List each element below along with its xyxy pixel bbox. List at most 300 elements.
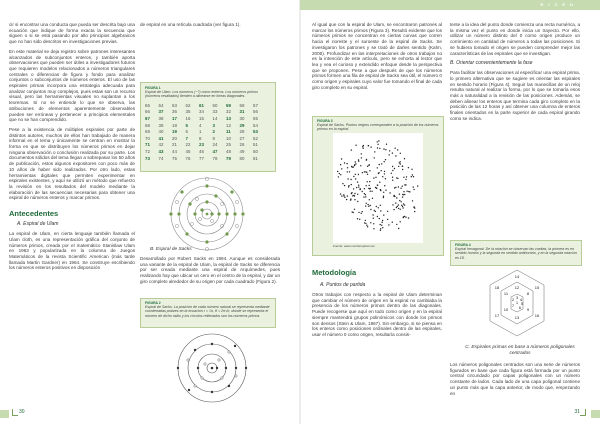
hex-number: 12	[514, 285, 520, 290]
prime-dot	[413, 189, 414, 190]
ulam-cell: 75	[172, 155, 177, 161]
ulam-cell: 72	[145, 148, 150, 154]
prime-dot	[402, 165, 403, 166]
figure-ulam-spiral	[140, 82, 276, 172]
prime-dot	[375, 177, 376, 178]
hex-number: 14	[514, 274, 520, 279]
page-number-right: 31	[574, 409, 580, 415]
ulam-cell: 29	[239, 122, 245, 128]
prime-dot	[408, 217, 409, 218]
right-column-2-lower	[450, 362, 580, 400]
prime-dot	[392, 180, 393, 181]
ulam-cell: 12	[226, 122, 231, 128]
paragraph: cir si encontrar una conducta que pueda ser descrita bajo una ecuación que indique de forma exacta la secuencia que siguen o si se está pasando por alto principios algebraicos que no han sido descritos en investigaciones previas.	[9, 22, 135, 45]
prime-dot	[365, 194, 366, 195]
prime-dot	[400, 161, 401, 162]
prime-dot	[350, 199, 351, 200]
hex-number: 4	[519, 297, 523, 302]
ulam-cell: 73	[145, 155, 150, 161]
figure-label: FIGURA 4	[455, 243, 471, 247]
ulam-number-grid	[145, 103, 271, 161]
paragraph: La espiral de Ulam, en cierta lenguaje también llamada el Ulam cloth, es una representación gráfica del conjunto de números primos, creada por el matemático Stanislaw Ulam en 1963 y popularizada en la columna de Juegos Matemáticos de la revista Scientific American (más tarde llamada Martin Gardner) en 1964. Se construye escribiendo los números enteros positivos en disposición	[9, 231, 135, 271]
paragraph: de espiral en una retícula cuadrada (ver figura 1).	[140, 22, 241, 27]
hex-number: 16	[534, 313, 540, 318]
paragraph: Otros trabajos con respecto a la espiral de Ulam determinan que cambiar el número de origen en la espiral no cambiaba la presencia de los números primos dentro de las diagonales. Puede recogerse que aquí en todo como origen y en la espiral siempre mantendrá grupos polinómicos con donde los primos son densos (Stein & Ulam, 1967). Sin embargo, si se piensa en los enteros como posiciones ordinales dentro de las espirales, usar el número 0 como origen, resultaría consis-	[312, 292, 442, 337]
ulam-cell: 68	[145, 122, 150, 128]
paragraph: Al igual que con la espiral de Ulam, se encontraron patrones al marcar los números primos (Figura 3). Resultó evidente que los números primos se concentran en ciertas curvas que corren hacia el noreste y el suroeste de la espiral de Sacks. Se investigaron los patrones y se trató de darles sentido (Kahn, 2006). Profundizar en las interpretaciones de otros trabajos no es la intención de este artículo, pero se exhorta al lector que lea y vea el curioso y extendido enfoque desde la perspectiva que se proponen. Pese a que después de que los números primos formen una fila de espiral de Sacks sea útil, el número 0 como origen y espirales cuyo valor fue tomando el final de cada giro completo en su espiral.	[312, 22, 442, 90]
prime-dot	[408, 191, 409, 192]
prime-dot	[374, 210, 375, 211]
prime-dot	[395, 148, 396, 149]
prime-dot	[349, 171, 350, 172]
prime-dot	[348, 186, 349, 187]
right-column-2	[450, 22, 580, 126]
prime-dot	[351, 149, 352, 150]
ulam-cell: 53	[253, 129, 258, 135]
prime-dot	[381, 222, 382, 223]
prime-dot	[366, 225, 367, 226]
prime-dot	[383, 196, 384, 197]
prime-dot	[392, 222, 393, 223]
prime-dot	[371, 191, 372, 192]
hexagonal-spiral-diagram	[480, 266, 554, 340]
paragraph: Para facilitar las observaciones al especificar una espiral prima, lo primero alternativa que se sugiere es orientar las espirales en sentido horario (Figura 4). Seguir las manecillas de un reloj resulta natural al realizar la forma, por lo que se tomaría esos más a naturalidad a la revisión de las posiciones. Además, se deben alinear los enteros que termina cada giro completo en la posición de las 12 horas y así obtener una columna de enteros finales orientados en la parte superior de cada espiral girando como se indica.	[450, 70, 580, 121]
prime-dot	[342, 183, 343, 184]
prime-dot	[400, 209, 401, 210]
left-column-1	[9, 22, 135, 275]
prime-dot	[372, 214, 373, 215]
prime-dot	[394, 187, 395, 188]
prime-dot	[394, 168, 395, 169]
prime-dot	[366, 159, 367, 160]
prime-dot	[378, 172, 379, 173]
prime-dot	[389, 150, 390, 151]
prime-dot	[402, 169, 403, 170]
ulam-cell: 39	[158, 122, 164, 128]
hex-number: 13	[514, 315, 520, 320]
figure-hexagonal-caption-box	[450, 240, 582, 266]
prime-dot	[404, 204, 405, 205]
prime-dot	[367, 204, 368, 205]
prime-dot	[403, 203, 404, 204]
prime-dot	[374, 157, 375, 158]
prime-dot	[364, 188, 365, 189]
prime-dot	[399, 194, 400, 195]
prime-dot	[354, 199, 355, 200]
prime-dot	[358, 174, 359, 175]
ulam-cell: 24	[212, 142, 218, 148]
left-column-2-lower	[140, 256, 280, 289]
page-tab-right	[591, 410, 600, 418]
prime-dot	[353, 188, 354, 189]
prime-dot	[406, 191, 407, 192]
prime-dot	[353, 176, 354, 177]
ulam-cell: 76	[185, 155, 191, 161]
ulam-cell: 10	[226, 135, 231, 141]
prime-dot	[412, 174, 413, 175]
sacks-spiral-image	[142, 174, 272, 254]
prime-dot	[373, 223, 374, 224]
prime-dot	[404, 194, 405, 195]
prime-dot	[363, 148, 364, 149]
ulam-cell: 28	[239, 129, 245, 135]
prime-dot	[385, 190, 386, 191]
prime-dot	[402, 206, 403, 207]
ulam-cell: 31	[239, 109, 245, 115]
figure-label: FIGURA 3	[317, 119, 333, 123]
prime-dot	[380, 230, 381, 231]
ulam-cell: 21	[172, 142, 177, 148]
prime-dot	[412, 200, 413, 201]
prime-dot	[355, 174, 356, 175]
ulam-cell: 70	[145, 135, 150, 141]
prime-dot	[385, 149, 386, 150]
ulam-cell: 25	[226, 142, 231, 148]
ulam-cell: 49	[239, 148, 245, 154]
figure-label: FIGURA 2	[145, 301, 161, 305]
prime-dot	[347, 195, 348, 196]
prime-dot	[362, 172, 363, 173]
hex-number: 5	[520, 301, 524, 306]
ulam-cell: 61	[199, 102, 204, 108]
prime-dot	[359, 189, 360, 190]
figure-caption: Espiral de Sacks. Puntos negros corresponden a la posición de los números primos en la espiral.	[317, 123, 439, 132]
ulam-cell: 59	[226, 102, 231, 108]
prime-dot	[384, 173, 385, 174]
prime-dot	[344, 185, 345, 186]
prime-dot	[379, 148, 380, 149]
prime-dot	[413, 176, 414, 177]
prime-dot	[357, 181, 358, 182]
prime-dot	[370, 222, 371, 223]
ulam-cell: 80	[239, 155, 245, 161]
prime-dot	[355, 163, 356, 164]
prime-dot	[399, 162, 400, 163]
figure-subtitle: B. Espiral de Sacks	[150, 247, 192, 252]
ulam-cell: 79	[226, 155, 231, 161]
hex-number: 9	[526, 307, 530, 312]
ulam-cell: 74	[158, 155, 164, 161]
prime-dot	[393, 209, 394, 210]
prime-dot	[377, 147, 378, 148]
prime-dot	[397, 149, 398, 150]
prime-dot	[365, 196, 366, 197]
prime-dot	[337, 171, 338, 172]
prime-dot	[340, 174, 341, 175]
figure-sacks-primes	[312, 116, 444, 256]
prime-dot	[377, 144, 378, 145]
prime-dot	[369, 181, 370, 182]
prime-dot	[397, 206, 398, 207]
prime-dot	[351, 192, 352, 193]
prime-dot	[341, 158, 342, 159]
prime-dot	[360, 165, 361, 166]
ulam-cell: 64	[158, 102, 164, 108]
figure-caption: Espiral de Ulam. Los números (~?) como enteros. Los números primos (números resaltados) tienden a alinearse en líneas diagonales.	[145, 90, 258, 99]
prime-dot	[358, 161, 359, 162]
prime-dot	[399, 200, 400, 201]
prime-dot	[368, 145, 369, 146]
prime-dot	[370, 147, 371, 148]
hex-number: 7	[511, 303, 515, 308]
prime-dot	[355, 161, 356, 162]
prime-dot	[404, 184, 405, 185]
prime-dot	[373, 228, 374, 229]
paragraph: Desarrollado por Robert Sacks en 1994. Aunque es considerada una variante de la espiral de Ulam, la espiral de Sacks se diferencia por ser creada mediante una espiral de Arquímedes, pues realizando hay que ubicar un cero en el centro de la espiral, y dar un giro completo alrededor de su origen por cada cuadrado (Figura 2).	[140, 256, 280, 284]
prime-dot	[354, 209, 355, 210]
prime-dot	[379, 164, 380, 165]
prime-dot	[367, 226, 368, 227]
prime-dot	[413, 186, 414, 187]
prime-dot	[358, 212, 359, 213]
prime-dot	[362, 211, 363, 212]
prime-dot	[344, 162, 345, 163]
prime-dot	[356, 187, 357, 188]
ulam-cell: 41	[158, 135, 164, 141]
prime-dot	[378, 207, 379, 208]
prime-dot	[392, 166, 393, 167]
prime-dot	[392, 204, 393, 205]
prime-dot	[369, 188, 370, 189]
prime-dot	[384, 185, 385, 186]
prime-dot	[377, 141, 378, 142]
prime-dot	[357, 194, 358, 195]
prime-dot	[341, 195, 342, 196]
prime-dot	[398, 228, 399, 229]
sacks-primes-image	[333, 133, 423, 243]
prime-dot	[369, 170, 370, 171]
prime-dot	[370, 209, 371, 210]
prime-dot	[377, 167, 378, 168]
ulam-cell: 36	[172, 109, 177, 115]
header-section-label: RICED	[540, 2, 578, 7]
prime-dot	[357, 218, 358, 219]
prime-dot	[354, 193, 355, 194]
prime-dot	[372, 198, 373, 199]
prime-dot	[400, 188, 401, 189]
ulam-cell: 40	[158, 129, 164, 135]
corner-mark	[12, 409, 18, 416]
prime-dot	[346, 199, 347, 200]
hex-number: 2	[511, 297, 515, 302]
prime-dot	[355, 178, 356, 179]
prime-dot	[395, 202, 396, 203]
prime-dot	[351, 166, 352, 167]
ulam-cell: 56	[253, 109, 258, 115]
prime-dot	[377, 185, 378, 186]
prime-dot	[370, 191, 371, 192]
prime-dot	[395, 187, 396, 188]
prime-dot	[350, 179, 351, 180]
prime-dot	[411, 169, 412, 170]
prime-dot	[361, 213, 362, 214]
ulam-cell: 9	[212, 135, 215, 141]
ulam-cell: 16	[185, 116, 191, 121]
prime-dot	[405, 179, 406, 180]
prime-dot	[353, 212, 354, 213]
prime-dot	[392, 152, 393, 153]
prime-dot	[358, 185, 359, 186]
ulam-cell: 46	[199, 148, 204, 154]
ulam-cell: 43	[158, 148, 164, 154]
ulam-cell: 52	[253, 135, 258, 141]
ulam-cell: 30	[239, 116, 245, 121]
prime-dot	[392, 170, 393, 171]
prime-dot	[364, 193, 365, 194]
prime-dot	[367, 181, 368, 182]
prime-dot	[396, 207, 397, 208]
prime-dot	[354, 195, 355, 196]
prime-dot	[376, 206, 377, 207]
prime-dot	[380, 205, 381, 206]
header-bar	[300, 0, 600, 10]
ulam-cell: 2	[212, 129, 215, 135]
prime-dot	[348, 185, 349, 186]
prime-dot	[384, 171, 385, 172]
prime-dot	[373, 177, 374, 178]
figure-sacks-caption-box	[140, 298, 276, 328]
prime-dot	[383, 214, 384, 215]
ulam-cell: 54	[253, 122, 258, 128]
ulam-cell: 81	[253, 155, 258, 161]
prime-dot	[383, 197, 384, 198]
prime-dot	[414, 207, 415, 208]
prime-dot	[389, 154, 390, 155]
prime-dot	[347, 178, 348, 179]
prime-dot	[369, 164, 370, 165]
prime-dot	[385, 159, 386, 160]
prime-dot	[413, 206, 414, 207]
hex-number: 17	[494, 313, 500, 318]
ulam-cell: 1	[199, 129, 202, 135]
subsection-title: A. Puntos de partida	[320, 282, 366, 288]
hex-number: 8	[526, 291, 530, 296]
prime-dot	[398, 186, 399, 187]
prime-dot	[396, 197, 397, 198]
hex-number: 10	[503, 307, 509, 312]
left-column-2	[140, 22, 280, 32]
prime-dot	[417, 185, 418, 186]
ulam-cell: 78	[212, 155, 218, 161]
ulam-cell: 19	[172, 129, 177, 135]
prime-dot	[391, 173, 392, 174]
prime-dot	[361, 153, 362, 154]
prime-dot	[396, 224, 397, 225]
ulam-cell: 17	[172, 116, 177, 121]
ulam-cell: 14	[212, 116, 218, 121]
hex-number: 6	[518, 305, 522, 310]
prime-dot	[381, 225, 382, 226]
prime-dot	[362, 191, 363, 192]
prime-dot	[354, 165, 355, 166]
prime-dot	[385, 178, 386, 179]
figure-subtitle: C. Espirales primas en base a números poligonales centrados	[465, 345, 575, 356]
paragraph: tente a la idea del punto donde comienza una recta numérica, a la misma vez el punto en donde inicia un trayecto. Por ello, utilizar un número distinto del 0 como origen produce un corrimiento en cantidad de números a todas las posiciones. Si se hubiera tomado el origen se pueden comprender mejor las características de las espirales que se investigan.	[450, 22, 580, 56]
ulam-cell: 51	[253, 142, 258, 148]
ulam-cell: 22	[185, 142, 191, 148]
right-column-1-lower	[312, 292, 442, 342]
prime-dot	[358, 186, 359, 187]
prime-dot	[367, 166, 368, 167]
hex-number: 3	[515, 295, 519, 300]
prime-dot	[403, 177, 404, 178]
prime-dot	[400, 221, 401, 222]
prime-dot	[373, 218, 374, 219]
ulam-cell: 60	[212, 102, 218, 108]
ulam-cell: 27	[239, 135, 245, 141]
prime-dot	[379, 182, 380, 183]
prime-dot	[364, 171, 365, 172]
prime-dot	[361, 157, 362, 158]
prime-dot	[378, 140, 379, 141]
prime-dot	[375, 211, 376, 212]
prime-dot	[402, 194, 403, 195]
prime-dot	[344, 197, 345, 198]
prime-dot	[388, 224, 389, 225]
paragraph: Los números poligonales centrados son una serie de números figurados en base que cada figura está formada por un punto central circundado por capas poligonales con un número constante de lados. Cada lado de una capa poligonal contiene un punto más que la capa anterior, de modo que, empezando en	[450, 362, 580, 396]
prime-dot	[377, 216, 378, 217]
prime-dot	[357, 201, 358, 202]
prime-dot	[401, 201, 402, 202]
prime-dot	[380, 228, 381, 229]
prime-dot	[366, 203, 367, 204]
ulam-cell: 77	[199, 155, 204, 161]
prime-dot	[403, 216, 404, 217]
figure-credit: Fuente: www.numberspiral.com	[333, 244, 376, 248]
hex-number: 18	[494, 285, 500, 290]
prime-dot	[359, 219, 360, 220]
ulam-cell: 57	[253, 102, 258, 108]
prime-dot	[380, 190, 381, 191]
prime-dot	[382, 176, 383, 177]
prime-dot	[346, 163, 347, 164]
prime-dot	[340, 193, 341, 194]
prime-dot	[383, 192, 384, 193]
ulam-cell: 5	[185, 122, 188, 128]
prime-dot	[392, 177, 393, 178]
prime-dot	[395, 155, 396, 156]
page-number-left: 30	[19, 409, 25, 415]
ulam-cell: 33	[212, 109, 218, 115]
ulam-cell: 62	[185, 102, 191, 108]
corner-mark	[580, 409, 586, 416]
subsection-title: A. Espiral de Ulam	[17, 221, 59, 228]
prime-dot	[363, 196, 364, 197]
ulam-cell: 18	[172, 122, 177, 128]
prime-dot	[367, 174, 368, 175]
prime-dot	[352, 195, 353, 196]
prime-dot	[382, 227, 383, 228]
prime-dot	[386, 144, 387, 145]
prime-dot	[396, 177, 397, 178]
ulam-cell: 48	[226, 148, 231, 154]
prime-dot	[364, 222, 365, 223]
prime-dot	[382, 220, 383, 221]
ulam-cell: 15	[199, 116, 204, 121]
prime-dot	[383, 148, 384, 149]
ulam-cell: 55	[253, 116, 258, 121]
hex-number: 1	[515, 300, 519, 305]
ulam-cell: 67	[145, 116, 150, 121]
prime-dot	[358, 159, 359, 160]
ulam-cell: 8	[199, 135, 202, 141]
ulam-cell: 32	[226, 109, 231, 115]
prime-dot	[406, 176, 407, 177]
figure-caption: Espiral hexagonal. De la rotación se observan las vueltas, la primera es en sentido horario y la segunda en sentido antihorario, y en la segunda rotación es 18.	[455, 247, 577, 260]
ulam-cell: 58	[239, 102, 245, 108]
ulam-cell: 7	[185, 135, 188, 141]
ulam-cell: 37	[158, 109, 164, 115]
